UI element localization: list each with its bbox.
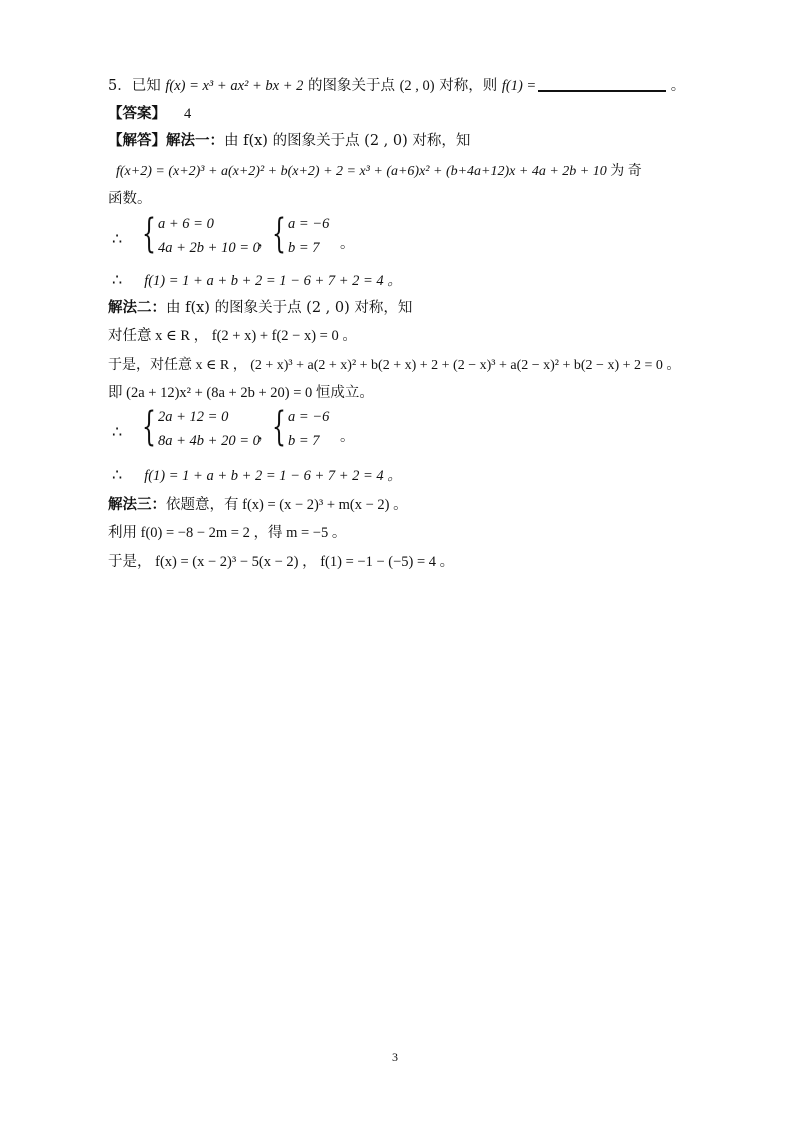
solution3-intro: 解法三：依题意，有 f(x) = (x − 2)³ + m(x − 2) 。 [108, 496, 408, 513]
answer-blank [538, 76, 666, 92]
solution1-continuation: 函数。 [108, 191, 152, 207]
solution2-line2: 对任意 x ∈ R ， f(2 + x) + f(2 − x) = 0 。 [108, 328, 357, 344]
solution1-intro: 【解答】解法一：由 f(x) 的图象关于点 (2 , 0) 对称，知 [108, 132, 471, 149]
method1-label: 解法一： [166, 132, 224, 149]
solution1-result: ∴ f(1) = 1 + a + b + 2 = 1 − 6 + 7 + 2 = 4 。 [112, 270, 402, 289]
problem-number: 5． [108, 78, 132, 94]
left-brace: { [272, 404, 286, 450]
solution3-line2: 利用 f(0) = −8 − 2m = 2 ，得 m = −5 。 [108, 525, 347, 541]
function-definition: f(x) = x³ + ax² + bx + 2 [165, 78, 304, 94]
answer-line [108, 104, 191, 124]
solution2-line3: 于是，对任意 x ∈ R ， (2 + x)³ + a(2 + x)² + b(2 + x) + 2 + (2 − x)³ + a(2 − x)² + b(2 − x) + 2 = 0 。 [108, 358, 681, 373]
system-equation: 8a + 4b + 20 = 0 [158, 433, 260, 449]
answer-value: 4 [184, 106, 192, 122]
solution3-line3: 于是， f(x) = (x − 2)³ − 5(x − 2) ， f(1) = −1 − (−5) = 4 。 [108, 554, 455, 570]
left-brace: { [142, 404, 156, 450]
answer-label: 【答案】 [108, 105, 166, 122]
method3-label: 解法三： [108, 496, 166, 513]
system-solution: a = −6 [288, 409, 330, 425]
system-solution: b = 7 [288, 240, 320, 256]
system-equation: 4a + 2b + 10 = 0 [158, 240, 260, 256]
page-number: 3 [392, 1050, 398, 1064]
system-equation: a + 6 = 0 [158, 216, 214, 232]
system-solution: a = −6 [288, 216, 330, 232]
method2-label: 解法二： [108, 299, 166, 316]
system-equation: 2a + 12 = 0 [158, 409, 229, 425]
solution-label: 【解答】 [108, 132, 166, 149]
left-brace: { [272, 211, 286, 257]
therefore-symbol: ∴ [112, 422, 123, 441]
therefore-symbol: ∴ [112, 229, 123, 248]
problem-statement: 5．已知 f(x) = x³ + ax² + bx + 2 的图象关于点 (2 , 0) 对称，则 f(1) = 。 [108, 78, 686, 94]
system-solution: b = 7 [288, 433, 320, 449]
document-page: 5．已知 f(x) = x³ + ax² + bx + 2 的图象关于点 (2 , 0) 对称，则 f(1) = 。 【答案】 4 【解答】解法一：由 f(x) 的图象关于点 (2 , 0) 对称，知 f(x+2) = (x+2)³ + a(x+2)² + b(x+2) + 2 = x³ + (a+6)x² + (b+4a+12)x + 4a + 2b + 10 为 奇 函数。 ∴ { a + 6 = 0 4a + 2b + 10 = 0 ， { a = −6 b = 7 。 ∴ f(1) = 1 + a + b + 2 = 1 − 6 + 7 + 2 = 4 。 解法二：由 f(x) 的图象关于点 (2 , 0) 对称，知 对任意 x ∈ R ， f(2 + x) + f(2 − x) = 0 。 于是，对任意 x ∈ R ， (2 + x)³ + a(2 + x)² + b(2 + x) + 2 + (2 − x)³ + a(2 − x)² + b(2 − x) + 2 = 0 。 即 (2a + 12)x² + (8a + 2b + 20) = 0 恒成立。 ∴ { 2a + 12 = 0 8a + 4b + 20 = 0 ， { a = −6 b = 7 。 ∴ f(1) = 1 + a + b + 2 = 1 − 6 + 7 + 2 = 4 。 解法三：依题意，有 f(x) = (x − 2)³ + m(x − 2) 。 利用 f(0) = −8 − 2m = 2 ，得 m = −5 。 于是， f(x) = (x − 2)³ − 5(x − 2) ， f(1) = −1 − (−5) = 4 。 3 [108, 78, 686, 1064]
solution2-line4: 即 (2a + 12)x² + (8a + 2b + 20) = 0 恒成立。 [108, 385, 374, 401]
solution2-result: ∴ f(1) = 1 + a + b + 2 = 1 − 6 + 7 + 2 = 4 。 [112, 465, 402, 484]
left-brace: { [142, 211, 156, 257]
solution1-equation: f(x+2) = (x+2)³ + a(x+2)² + b(x+2) + 2 = x³ + (a+6)x² + (b+4a+12)x + 4a + 2b + 10 为 奇 [116, 164, 642, 179]
solution2-intro: 解法二：由 f(x) 的图象关于点 (2 , 0) 对称，知 [108, 299, 413, 316]
